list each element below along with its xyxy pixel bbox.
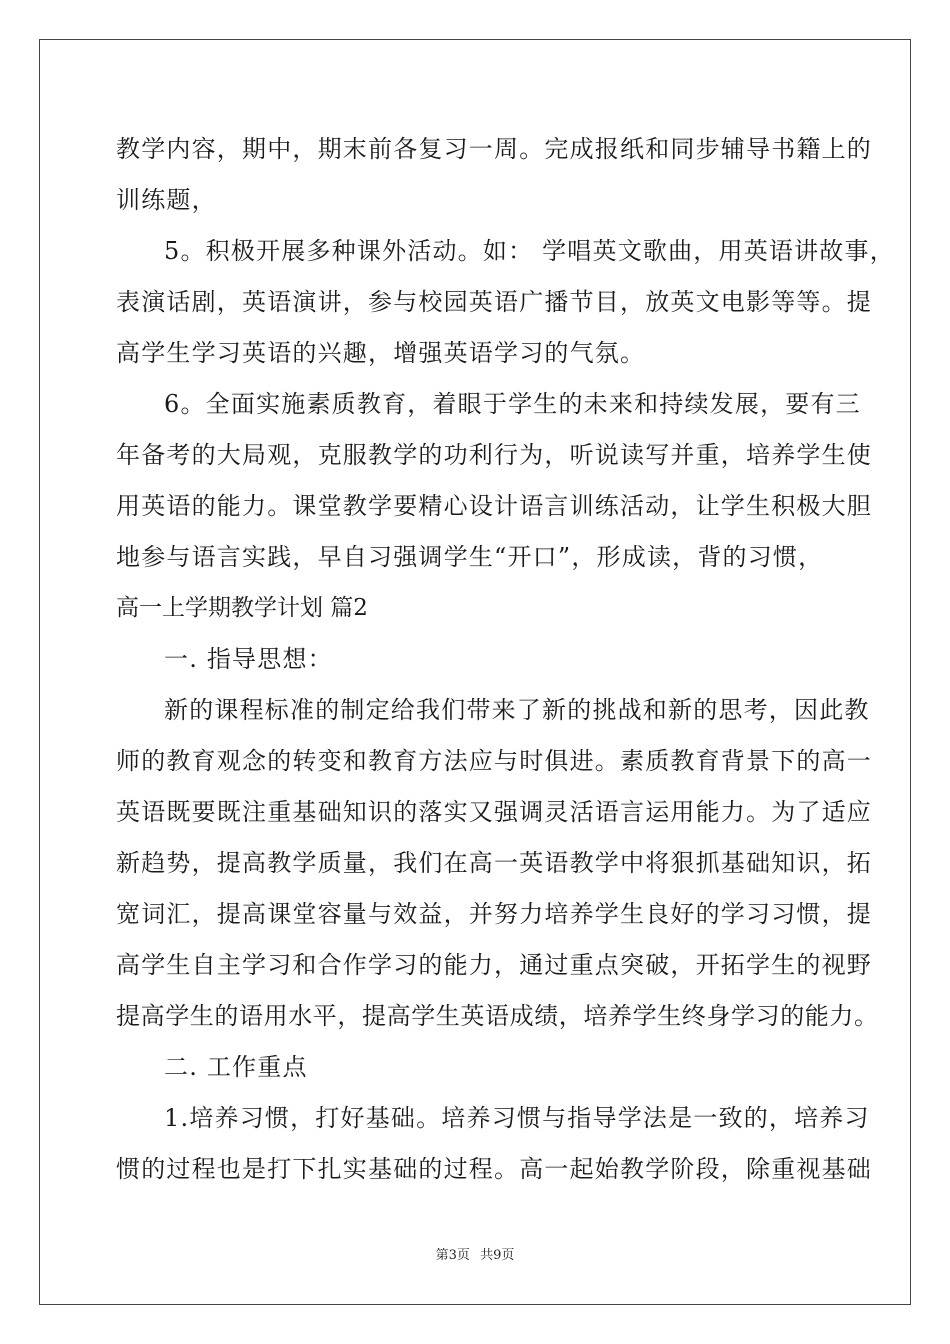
page-total: 共9页 <box>480 1248 515 1263</box>
document-body <box>116 124 895 1195</box>
subsection-heading: 一. 指导思想： <box>164 645 333 673</box>
text-line: 训练题， <box>116 186 217 214</box>
page-number: 第3页 <box>435 1248 470 1263</box>
text-line: 宽词汇，提高课堂容量与效益，并努力培养学生良好的学习习惯，提 <box>116 900 872 928</box>
text-line: 英语既要既注重基础知识的落实又强调灵活语言运用能力。为了适应 <box>116 798 872 826</box>
text-line: 师的教育观念的转变和教育方法应与时俱进。素质教育背景下的高一 <box>116 747 872 775</box>
text-line: 高学生学习英语的兴趣，增强英语学习的气氛。 <box>116 339 646 367</box>
text-line: 表演话剧，英语演讲，参与校园英语广播节目，放英文电影等等。提 <box>116 288 872 316</box>
text-line: 用英语的能力。课堂教学要精心设计语言训练活动，让学生积极大胆 <box>116 492 872 520</box>
text-line: 年备考的大局观，克服教学的功利行为，听说读写并重，培养学生使 <box>116 441 872 469</box>
text-line: 高学生自主学习和合作学习的能力，通过重点突破，开拓学生的视野 <box>116 951 872 979</box>
text-line: 惯的过程也是打下扎实基础的过程。高一起始教学阶段，除重视基础 <box>116 1155 872 1183</box>
text-line: 5。积极开展多种课外活动。如： 学唱英文歌曲，用英语讲故事， <box>164 237 895 265</box>
text-line: 新趋势，提高教学质量，我们在高一英语教学中将狠抓基础知识，拓 <box>116 849 872 877</box>
text-line: 提高学生的语用水平，提高学生英语成绩，培养学生终身学习的能力。 <box>116 1002 879 1030</box>
text-line: 1.培养习惯，打好基础。培养习惯与指导学法是一致的，培养习 <box>164 1104 870 1132</box>
subsection-heading: 二. 工作重点 <box>164 1053 308 1081</box>
text-line: 6。全面实施素质教育，着眼于学生的未来和持续发展，要有三 <box>164 390 861 418</box>
text-line: 教学内容，期中，期末前各复习一周。完成报纸和同步辅导书籍上的 <box>116 135 872 163</box>
text-line: 地参与语言实践，早自习强调学生“开口”，形成读，背的习惯， <box>116 543 824 571</box>
text-line: 新的课程标准的制定给我们带来了新的挑战和新的思考，因此教 <box>164 696 870 724</box>
page-footer <box>0 1244 950 1263</box>
section-heading: 高一上学期教学计划 篇2 <box>116 595 368 621</box>
